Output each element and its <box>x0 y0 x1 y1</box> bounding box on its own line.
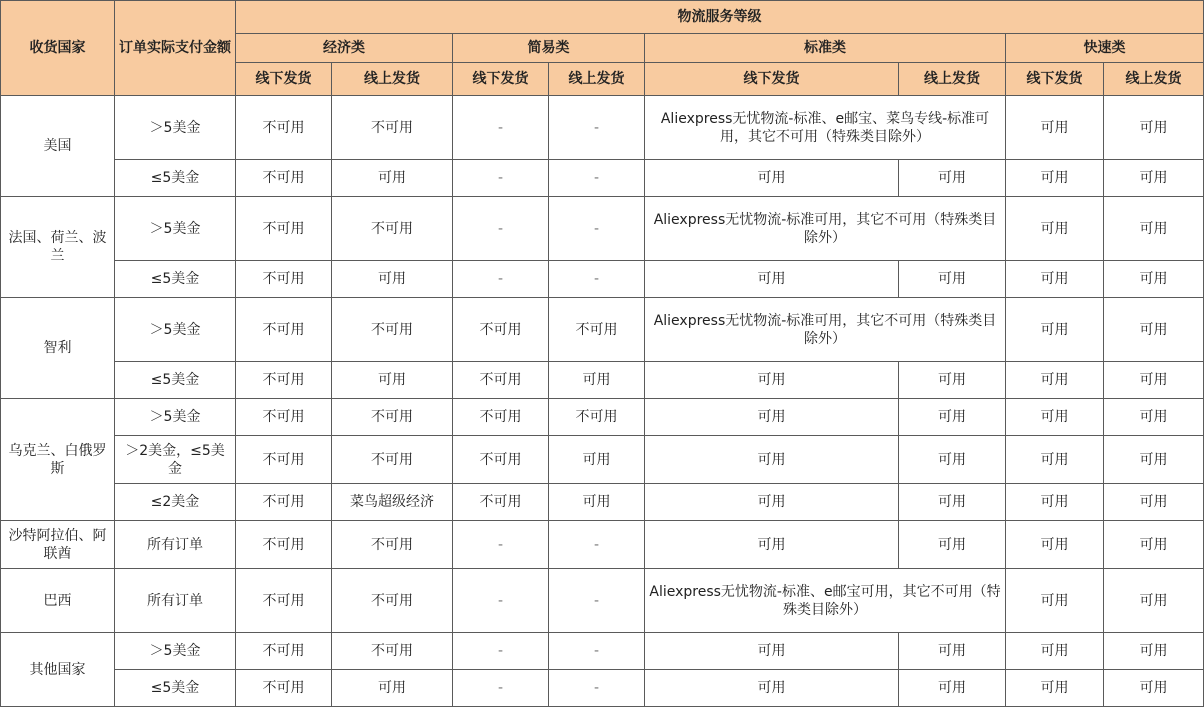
amount-cell: ≤5美金 <box>115 670 236 707</box>
simple-online-cell: 可用 <box>549 484 645 521</box>
express-offline-cell: 可用 <box>1006 197 1104 261</box>
header-simple-offline: 线下发货 <box>453 63 549 96</box>
simple-offline-cell: - <box>453 633 549 670</box>
standard-online-cell: 可用 <box>899 399 1006 436</box>
table-row <box>1 96 1204 160</box>
simple-online-cell: - <box>549 197 645 261</box>
express-offline-cell: 可用 <box>1006 436 1104 484</box>
standard-online-cell: 可用 <box>899 436 1006 484</box>
header-country: 收货国家 <box>1 1 115 96</box>
simple-offline-cell: - <box>453 569 549 633</box>
express-online-cell: 可用 <box>1104 569 1204 633</box>
simple-online-cell: - <box>549 521 645 569</box>
express-online-cell: 可用 <box>1104 670 1204 707</box>
standard-offline-cell: 可用 <box>645 521 899 569</box>
express-offline-cell: 可用 <box>1006 362 1104 399</box>
express-online-cell: 可用 <box>1104 298 1204 362</box>
standard-online-cell: 可用 <box>899 670 1006 707</box>
economy-online-cell: 不可用 <box>332 521 453 569</box>
table-row <box>1 399 1204 436</box>
amount-cell: ＞5美金 <box>115 96 236 160</box>
simple-offline-cell: 不可用 <box>453 298 549 362</box>
country-cell: 法国、荷兰、波兰 <box>1 197 115 298</box>
header-service-level: 物流服务等级 <box>236 1 1204 34</box>
amount-cell: ＞5美金 <box>115 399 236 436</box>
standard-merged-cell: Aliexpress无忧物流-标准、e邮宝可用，其它不可用（特殊类目除外） <box>645 569 1006 633</box>
economy-online-cell: 不可用 <box>332 436 453 484</box>
economy-offline-cell: 不可用 <box>236 399 332 436</box>
express-offline-cell: 可用 <box>1006 160 1104 197</box>
express-offline-cell: 可用 <box>1006 298 1104 362</box>
header-standard-offline: 线下发货 <box>645 63 899 96</box>
header-economy-online: 线上发货 <box>332 63 453 96</box>
table-row <box>1 298 1204 362</box>
express-online-cell: 可用 <box>1104 160 1204 197</box>
header-express-online: 线上发货 <box>1104 63 1204 96</box>
standard-merged-cell: Aliexpress无忧物流-标准可用，其它不可用（特殊类目除外） <box>645 298 1006 362</box>
economy-online-cell: 菜鸟超级经济 <box>332 484 453 521</box>
amount-cell: ＞5美金 <box>115 197 236 261</box>
simple-offline-cell: - <box>453 521 549 569</box>
economy-online-cell: 可用 <box>332 160 453 197</box>
header-standard: 标准类 <box>645 34 1006 63</box>
header-amount: 订单实际支付金额 <box>115 1 236 96</box>
header-simple: 简易类 <box>453 34 645 63</box>
simple-online-cell: - <box>549 261 645 298</box>
simple-online-cell: - <box>549 160 645 197</box>
economy-online-cell: 可用 <box>332 261 453 298</box>
standard-online-cell: 可用 <box>899 261 1006 298</box>
express-offline-cell: 可用 <box>1006 521 1104 569</box>
amount-cell: ＞5美金 <box>115 633 236 670</box>
express-offline-cell: 可用 <box>1006 569 1104 633</box>
express-offline-cell: 可用 <box>1006 670 1104 707</box>
simple-online-cell: 不可用 <box>549 399 645 436</box>
simple-offline-cell: 不可用 <box>453 436 549 484</box>
table-row <box>1 362 1204 399</box>
economy-offline-cell: 不可用 <box>236 436 332 484</box>
economy-offline-cell: 不可用 <box>236 670 332 707</box>
standard-offline-cell: 可用 <box>645 484 899 521</box>
economy-offline-cell: 不可用 <box>236 197 332 261</box>
simple-offline-cell: - <box>453 160 549 197</box>
economy-online-cell: 不可用 <box>332 197 453 261</box>
simple-offline-cell: 不可用 <box>453 399 549 436</box>
standard-offline-cell: 可用 <box>645 633 899 670</box>
simple-offline-cell: - <box>453 96 549 160</box>
standard-offline-cell: 可用 <box>645 160 899 197</box>
header-standard-online: 线上发货 <box>899 63 1006 96</box>
country-cell: 美国 <box>1 96 115 197</box>
express-online-cell: 可用 <box>1104 633 1204 670</box>
amount-cell: ≤5美金 <box>115 261 236 298</box>
express-online-cell: 可用 <box>1104 436 1204 484</box>
table-row <box>1 670 1204 707</box>
express-online-cell: 可用 <box>1104 197 1204 261</box>
simple-online-cell: 可用 <box>549 436 645 484</box>
standard-offline-cell: 可用 <box>645 362 899 399</box>
table-row <box>1 484 1204 521</box>
country-cell: 乌克兰、白俄罗斯 <box>1 399 115 521</box>
economy-online-cell: 不可用 <box>332 96 453 160</box>
express-offline-cell: 可用 <box>1006 399 1104 436</box>
header-express: 快速类 <box>1006 34 1204 63</box>
economy-offline-cell: 不可用 <box>236 298 332 362</box>
simple-online-cell: - <box>549 670 645 707</box>
header-economy-offline: 线下发货 <box>236 63 332 96</box>
standard-online-cell: 可用 <box>899 484 1006 521</box>
economy-offline-cell: 不可用 <box>236 484 332 521</box>
table-body <box>1 96 1204 707</box>
standard-offline-cell: 可用 <box>645 399 899 436</box>
simple-offline-cell: - <box>453 670 549 707</box>
express-online-cell: 可用 <box>1104 399 1204 436</box>
standard-online-cell: 可用 <box>899 362 1006 399</box>
standard-online-cell: 可用 <box>899 633 1006 670</box>
economy-online-cell: 可用 <box>332 670 453 707</box>
express-online-cell: 可用 <box>1104 261 1204 298</box>
country-cell: 巴西 <box>1 569 115 633</box>
amount-cell: 所有订单 <box>115 521 236 569</box>
simple-offline-cell: - <box>453 261 549 298</box>
standard-offline-cell: 可用 <box>645 261 899 298</box>
economy-online-cell: 不可用 <box>332 633 453 670</box>
express-online-cell: 可用 <box>1104 521 1204 569</box>
table-header <box>1 1 1204 96</box>
table-row <box>1 160 1204 197</box>
economy-online-cell: 不可用 <box>332 298 453 362</box>
simple-online-cell: - <box>549 96 645 160</box>
standard-online-cell: 可用 <box>899 521 1006 569</box>
economy-online-cell: 不可用 <box>332 399 453 436</box>
amount-cell: ≤5美金 <box>115 362 236 399</box>
table-row <box>1 633 1204 670</box>
economy-offline-cell: 不可用 <box>236 96 332 160</box>
simple-online-cell: 可用 <box>549 362 645 399</box>
economy-offline-cell: 不可用 <box>236 521 332 569</box>
economy-offline-cell: 不可用 <box>236 362 332 399</box>
table-row <box>1 261 1204 298</box>
economy-online-cell: 可用 <box>332 362 453 399</box>
amount-cell: ＞2美金，≤5美金 <box>115 436 236 484</box>
simple-offline-cell: - <box>453 197 549 261</box>
simple-offline-cell: 不可用 <box>453 484 549 521</box>
simple-online-cell: - <box>549 569 645 633</box>
simple-online-cell: - <box>549 633 645 670</box>
standard-offline-cell: 可用 <box>645 670 899 707</box>
express-offline-cell: 可用 <box>1006 484 1104 521</box>
economy-offline-cell: 不可用 <box>236 160 332 197</box>
express-online-cell: 可用 <box>1104 362 1204 399</box>
country-cell: 智利 <box>1 298 115 399</box>
express-offline-cell: 可用 <box>1006 96 1104 160</box>
header-economy: 经济类 <box>236 34 453 63</box>
amount-cell: ≤5美金 <box>115 160 236 197</box>
economy-online-cell: 不可用 <box>332 569 453 633</box>
table-row <box>1 569 1204 633</box>
header-simple-online: 线上发货 <box>549 63 645 96</box>
table-row <box>1 521 1204 569</box>
simple-offline-cell: 不可用 <box>453 362 549 399</box>
economy-offline-cell: 不可用 <box>236 569 332 633</box>
table-row <box>1 197 1204 261</box>
country-cell: 沙特阿拉伯、阿联酋 <box>1 521 115 569</box>
standard-online-cell: 可用 <box>899 160 1006 197</box>
country-cell: 其他国家 <box>1 633 115 707</box>
express-offline-cell: 可用 <box>1006 633 1104 670</box>
economy-offline-cell: 不可用 <box>236 633 332 670</box>
express-online-cell: 可用 <box>1104 96 1204 160</box>
amount-cell: ＞5美金 <box>115 298 236 362</box>
amount-cell: ≤2美金 <box>115 484 236 521</box>
economy-offline-cell: 不可用 <box>236 261 332 298</box>
header-express-offline: 线下发货 <box>1006 63 1104 96</box>
standard-offline-cell: 可用 <box>645 436 899 484</box>
table-row <box>1 436 1204 484</box>
standard-merged-cell: Aliexpress无忧物流-标准可用，其它不可用（特殊类目除外） <box>645 197 1006 261</box>
express-offline-cell: 可用 <box>1006 261 1104 298</box>
standard-merged-cell: Aliexpress无忧物流-标准、e邮宝、菜鸟专线-标准可用，其它不可用（特殊类目除外） <box>645 96 1006 160</box>
amount-cell: 所有订单 <box>115 569 236 633</box>
simple-online-cell: 不可用 <box>549 298 645 362</box>
express-online-cell: 可用 <box>1104 484 1204 521</box>
